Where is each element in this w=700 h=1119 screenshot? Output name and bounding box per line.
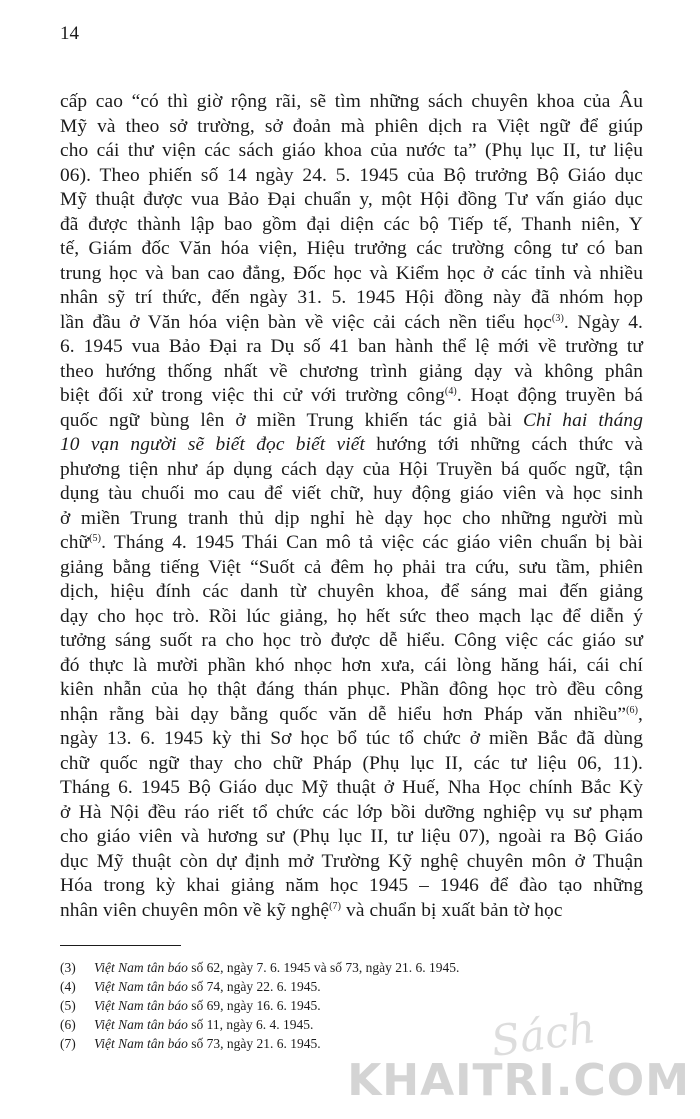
body-line	[60, 262, 643, 287]
body-text-segment: phương tiện như áp dụng cách dạy của Hội Truyền bá quốc ngữ, tận	[60, 458, 643, 480]
footnote-number: (4)	[60, 979, 76, 994]
body-text-segment: cấp cao “có thì giờ rộng rãi, sẽ tìm những sách chuyên khoa của Âu	[60, 91, 643, 112]
footnote-source-title: Việt Nam tân báo	[94, 1036, 188, 1051]
body-line	[60, 825, 643, 850]
body-line	[60, 727, 643, 752]
footnote-detail: số 69, ngày 16. 6. 1945.	[187, 998, 321, 1013]
body-text-segment: . Tháng 4. 1945 Thái Can mô tả việc các giáo viên chuẩn bị bài	[101, 532, 643, 553]
body-text-segment: cho giáo viên và hương sư (Phụ lục II, tư liệu 07), ngoài ra Bộ Giáo	[60, 826, 643, 847]
footnote-ref: (6)	[626, 704, 639, 716]
body-line	[60, 90, 643, 115]
footnote-ref: (5)	[89, 533, 102, 544]
body-text-segment: kiên nhẫn của họ thật đáng thán phục. Phần đông học trò đều công	[60, 679, 643, 700]
footnote-text	[94, 1034, 321, 1053]
body-line	[60, 752, 643, 777]
body-text-segment: 6. 1945 vua Bảo Đại ra Dụ số 41 ban hành thể lệ mới về trường tư	[60, 336, 643, 357]
italic-title: 10 vạn người sẽ biết đọc biết viết	[60, 434, 365, 455]
body-line	[60, 482, 643, 507]
body-text-segment: ở miền Trung tranh thủ dịp nghỉ hè dạy học cho những người mù	[60, 507, 643, 529]
footnote-text	[94, 977, 321, 996]
body-text-segment: tế, Giám đốc Văn hóa viện, Hiệu trưởng các trường công tư có ban	[60, 238, 643, 259]
italic-title: Chỉ hai tháng	[522, 409, 643, 431]
footnote-number: (6)	[60, 1017, 76, 1032]
footnote-source-title: Việt Nam tân báo	[94, 998, 188, 1013]
body-line	[60, 899, 643, 924]
body-text-segment: ,	[638, 703, 643, 725]
body-line	[60, 850, 643, 875]
page-number: 14	[60, 23, 79, 44]
body-text-segment: hướng tới những cách thức và	[364, 434, 644, 455]
body-text-segment: ở Hà Nội đều ráo riết tổ chức các lớp bồi dưỡng nghiệp vụ sư phạm	[60, 801, 643, 823]
body-text-segment: dụng tàu chuối mo cau để viết chữ, huy động giáo viên và học sinh	[60, 483, 643, 504]
body-text-segment: Tháng 6. 1945 Bộ Giáo dục Mỹ thuật ở Huế, Nha Học chính Bắc Kỳ	[60, 777, 643, 798]
body-text-segment: quốc ngữ bùng lên ở miền Trung khiến tác giả bài	[60, 409, 523, 431]
body-text-segment: và chuẩn bị xuất bản tờ học	[341, 899, 563, 921]
body-text-segment: cho cái thư viện các sách giáo khoa của nước ta” (Phụ lục II, tư liệu	[60, 140, 643, 161]
body-line	[60, 458, 643, 483]
body-line	[60, 213, 643, 238]
footnote-detail: số 73, ngày 21. 6. 1945.	[187, 1036, 321, 1051]
body-text	[60, 90, 643, 923]
body-text-segment: đã được thành lập bao gồm đại diện các bộ Tiếp tế, Thanh niên, Y	[60, 213, 643, 235]
watermark-brand: KHAITRI.COM	[347, 1055, 690, 1106]
body-text-segment: . Hoạt động truyền bá	[456, 385, 644, 406]
body-text-segment: nhân sỹ trí thức, đến ngày 31. 5. 1945 Hội đồng này đã nhóm họp	[60, 287, 643, 308]
body-line	[60, 874, 643, 899]
body-text-segment: 06). Theo phiến số 14 ngày 24. 5. 1945 của Bộ trưởng Bộ Giáo dục	[60, 164, 643, 186]
body-text-segment: ngày 13. 6. 1945 kỳ thi Sơ học bổ túc tổ chức ở miền Bắc đã dùng	[60, 728, 643, 749]
footnote	[60, 958, 643, 977]
footnote-divider	[60, 945, 181, 946]
footnote-text	[94, 958, 459, 977]
body-line	[60, 801, 643, 826]
watermark-script: Sách	[487, 1002, 598, 1067]
body-text-segment: Mỹ và theo sở trường, sở đoản mà phiên dịch ra Việt ngữ để giúp	[60, 115, 643, 137]
footnote-number: (3)	[60, 960, 76, 975]
body-text-segment: nhân viên chuyên môn về kỹ nghệ	[60, 899, 330, 921]
body-text-segment: tưởng sáng suốt ra cho học trò được dễ hiểu. Công việc các giáo sư	[60, 630, 643, 651]
body-text-segment: đó thực là mười phần khó nhọc hơn xưa, cái lòng hăng hái, cái chí	[60, 654, 643, 676]
footnote-number: (7)	[60, 1036, 76, 1051]
body-line	[60, 703, 643, 728]
watermark	[347, 1002, 690, 1110]
body-line	[60, 139, 643, 164]
body-text-segment: nhận rằng bài dạy bằng quốc văn dễ hiểu hơn Pháp văn nhiều”	[60, 703, 627, 725]
footnote-detail: số 62, ngày 7. 6. 1945 và số 73, ngày 21. 6. 1945.	[187, 960, 460, 975]
body-line	[60, 433, 643, 458]
body-line	[60, 311, 643, 336]
body-text-segment: Mỹ thuật được vua Bảo Đại chuẩn y, một Hội đồng Tư vấn giáo dục	[60, 189, 643, 210]
body-line	[60, 360, 643, 385]
body-text-segment: dịch, hiệu đính các danh từ chuyên khoa, để sáng mai đến giảng	[60, 581, 643, 602]
footnote-text	[94, 1015, 313, 1034]
body-line	[60, 335, 643, 360]
footnote-ref: (3)	[551, 312, 564, 324]
body-line	[60, 188, 643, 213]
footnote-number: (5)	[60, 998, 76, 1013]
footnote-ref: (4)	[444, 386, 457, 397]
footnote-source-title: Việt Nam tân báo	[94, 1017, 188, 1032]
footnote-detail: số 74, ngày 22. 6. 1945.	[187, 979, 321, 994]
body-line	[60, 605, 643, 630]
footnote	[60, 977, 643, 996]
body-line	[60, 776, 643, 801]
body-line	[60, 678, 643, 703]
body-line	[60, 556, 643, 581]
body-text-segment: giảng bằng tiếng Việt “Suốt cả đêm họ phải tra cứu, sưu tầm, phiên	[60, 556, 643, 578]
body-line	[60, 629, 643, 654]
body-text-segment: chữ	[60, 532, 90, 553]
body-text-segment: dục Mỹ thuật còn dự định mở Trường Kỹ nghệ chuyên môn ở Thuận	[60, 850, 643, 872]
body-text-segment: Hóa trong kỳ khai giảng năm học 1945 – 1946 để đào tạo những	[60, 875, 643, 896]
footnote-source-title: Việt Nam tân báo	[94, 979, 188, 994]
body-text-segment: theo hướng thống nhất về chương trình giảng dạy và không phân	[60, 360, 643, 382]
body-line	[60, 580, 643, 605]
body-line	[60, 409, 643, 434]
footnote-ref: (7)	[329, 900, 342, 912]
body-line	[60, 237, 643, 262]
body-text-segment: . Ngày 4.	[563, 311, 643, 333]
body-line	[60, 286, 643, 311]
body-text-segment: lần đầu ở Văn hóa viện bàn về việc cải cách nền tiểu học	[60, 311, 552, 333]
body-text-segment: dạy cho học trò. Rồi lúc giảng, họ hết sức theo mạch lạc để diễn ý	[60, 605, 643, 627]
body-line	[60, 507, 643, 532]
body-line	[60, 115, 643, 140]
body-line	[60, 531, 643, 556]
footnote-source-title: Việt Nam tân báo	[94, 960, 188, 975]
body-text-segment: biệt đối xử trong việc thi cử với trường công	[60, 385, 445, 406]
body-line	[60, 164, 643, 189]
body-text-segment: chữ quốc ngữ thay cho chữ Pháp (Phụ lục II, các tư liệu 06, 11).	[60, 752, 643, 774]
body-text-segment: trung học và ban cao đẳng, Đốc học và Kiểm học ở các tỉnh và nhiều	[60, 262, 643, 284]
body-line	[60, 384, 643, 409]
body-line	[60, 654, 643, 679]
footnote-text	[94, 996, 321, 1015]
footnote-detail: số 11, ngày 6. 4. 1945.	[187, 1017, 314, 1032]
